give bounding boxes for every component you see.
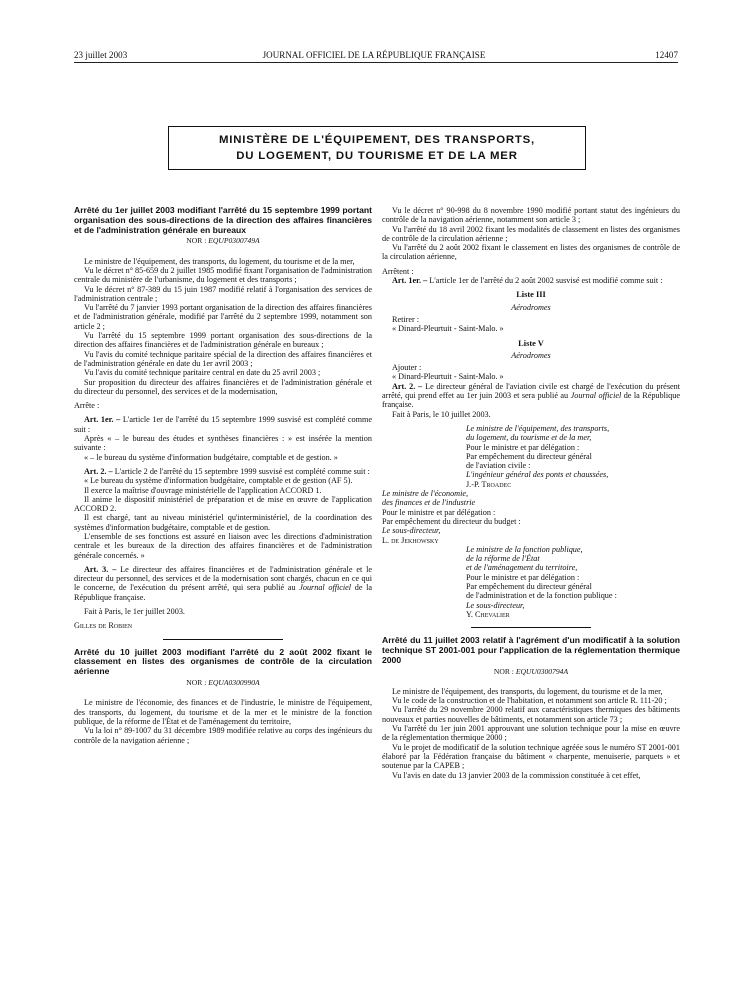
signature-block-1: Le ministre de l'équipement, des transports, du logement, du tourisme et de la mer, Pour le ministre et par délégation : Par empêchement du directeur général de l'aviation civile : L'ingénieur général des ponts et chaussées, J.-P. Troadec: [466, 423, 610, 489]
paragraph: Vu le décret n° 90-998 du 8 novembre 1990 modifié portant statut des ingénieurs du contrôle de la navigation aérienne, notamment son article 3 ;: [382, 206, 680, 225]
paragraph: Vu l'arrêté du 7 janvier 1993 portant organisation de la direction des affaires financières et de l'administration générale, modifié par l'arrêté du 2 septembre 1999, notamment son article 2 ;: [74, 303, 372, 331]
retirer-label: Retirer :: [392, 314, 420, 324]
paragraph: Vu le code de la construction et de l'habitation, et notamment son article R. 111-20 ;: [392, 696, 667, 706]
paragraph: Vu l'avis du comité technique paritaire spécial de la direction des affaires financières et de l'administration générale en date du 1er avril 2003 ;: [74, 349, 372, 368]
aerodrome-entry: « Dinard-Pleurtuit - Saint-Malo. »: [392, 324, 504, 334]
section-divider: [471, 627, 591, 628]
paragraph: Vu l'avis du comité technique paritaire central en date du 25 avril 2003 ;: [84, 368, 321, 378]
header-page-number: 12407: [655, 50, 678, 60]
section-divider: [163, 639, 283, 640]
paragraph: Le ministre de l'équipement, des transports, du logement, du tourisme et de la mer,: [392, 686, 663, 696]
article-1: Art. 1er. – L'article 1er de l'arrêté du 2 août 2002 susvisé est modifié comme suit :: [392, 276, 663, 286]
signature-block-2: Le ministre de l'économie, des finances et de l'industrie Pour le ministre et par délégation : Par empêchement du directeur du budget : Le sous-directeur, L. de Jekhowsky: [382, 489, 521, 545]
paragraph: Vu le décret n° 85-659 du 2 juillet 1985 modifié fixant l'organisation de l'administration centrale du ministère de l'urbanisme, du logement et des transports ;: [74, 265, 372, 285]
aerodromes-heading: Aérodromes: [511, 302, 551, 312]
paragraph: Vu l'arrêté du 18 avril 2002 fixant les modalités de classement en listes des organismes de contrôle de la circulation aérienne ;: [382, 224, 680, 243]
paragraph: Le ministre de l'économie, des finances et de l'industrie, le ministre de l'équipement, des transports, du logement, du tourisme et de la mer et le ministre de la fonction publique, de la réforme de l'État et de l'aménagement du territoire,: [74, 698, 372, 726]
paragraph: Vu l'arrêté du 15 septembre 1999 portant organisation des sous-directions de la direction des affaires financières et de l'administration générale en bureaux ;: [74, 331, 372, 350]
ajouter-label: Ajouter :: [392, 363, 422, 373]
article-2: Art. 2. – Le directeur général de l'aviation civile est chargé de l'exécution du présent arrêté, qui prend effet au 1er juin 2003 et sera publié au Journal officiel de la République française.: [382, 381, 681, 410]
aerodromes-heading: Aérodromes: [511, 350, 551, 360]
paragraph: « – le bureau du système d'information budgétaire, comptable et de gestion. »: [84, 452, 338, 462]
paragraph: Vu le décret n° 87-389 du 15 juin 1987 modifié relatif à l'organisation des services de l'administration centrale ;: [74, 284, 372, 303]
article-3: Art. 3. – Le directeur des affaires financières et de l'administration générale et le directeur du personnel, des services et de la modernisation sont chargés, chacun en ce qui le concerne, de l'exécution du présent arrêté, qui sera publié au Journal officiel de la République française.: [74, 564, 373, 602]
ministry-line-2: DU LOGEMENT, DU TOURISME ET DE LA MER: [236, 150, 518, 162]
arrete-1-title: Arrêté du 1er juillet 2003 modifiant l'arrêté du 15 septembre 1999 portant organisation des sous-directions de la direction des affaires financières et de l'administration générale en bureaux: [74, 205, 372, 235]
fait-a-paris: Fait à Paris, le 10 juillet 2003.: [392, 409, 491, 419]
header-journal-title: JOURNAL OFFICIEL DE LA RÉPUBLIQUE FRANÇAISE: [262, 50, 486, 60]
ministry-box: [168, 126, 586, 170]
ministry-line-1: MINISTÈRE DE L'ÉQUIPEMENT, DES TRANSPORTS,: [218, 134, 536, 146]
article-2: Art. 2. – L'article 2 de l'arrêté du 15 septembre 1999 susvisé est complété comme suit :: [84, 466, 370, 476]
paragraph: « Le bureau du système d'information budgétaire, comptable et de gestion (AF 5).: [84, 476, 353, 486]
paragraph: L'ensemble de ses fonctions est assuré en liaison avec les directions d'administration centrale et les bureaux de la direction des affaires financières et de l'administration générale concernés. »: [74, 532, 372, 560]
paragraph: Vu l'arrêté du 1er juin 2001 approuvant une solution technique pour la mise en œuvre de la réglementation thermique 2000 ;: [382, 724, 680, 743]
paragraph: Vu l'arrêté du 29 novembre 2000 relatif aux caractéristiques thermiques des bâtiments nouveaux et parties nouvelles de bâtiments, et notamment son article 73 ;: [382, 705, 680, 724]
paragraph: Sur proposition du directeur des affaires financières et de l'administration générale et du directeur du personnel, des services et de la modernisation,: [74, 377, 372, 396]
signatory-name: Gilles de Robien: [74, 621, 133, 631]
left-column: [74, 206, 372, 745]
header-date: 23 juillet 2003: [74, 50, 128, 60]
paragraph: Vu le projet de modificatif de la solution technique agréée sous le numéro ST 2001-001 élaboré par la Fédération française du bâtiment « charpente, menuiserie, parquets » et soutenue par la CAPEB ;: [382, 742, 680, 771]
paragraph: Vu l'arrêté du 2 août 2002 fixant le classement en listes des organismes de contrôle de la circulation aérienne,: [382, 243, 680, 262]
arrete-1-nor: NOR : EQUP0300749A: [186, 236, 260, 246]
arrete-3-title: Arrêté du 11 juillet 2003 relatif à l'agrément d'un modificatif à la solution technique ST 2001-001 pour l'application de la réglementation thermique 2000: [382, 635, 680, 665]
paragraph: Vu la loi n° 89-1007 du 31 décembre 1989 modifiée relative au corps des ingénieurs du contrôle de la navigation aérienne ;: [74, 726, 372, 745]
arrete-2-nor: NOR : EQUA0300990A: [186, 678, 260, 688]
liste-iii-heading: Liste III: [516, 290, 546, 300]
article-1: Art. 1er. – L'article 1er de l'arrêté du 15 septembre 1999 susvisé est complété comme suit :: [74, 415, 373, 434]
arrete-keyword: Arrête :: [74, 401, 100, 411]
fait-a-paris: Fait à Paris, le 1er juillet 2003.: [84, 607, 185, 617]
paragraph: Il est chargé, tant au niveau ministériel qu'interministériel, de la coordination des systèmes d'information budgétaire, comptable et de gestion.: [74, 513, 372, 532]
aerodrome-entry: « Dinard-Pleurtuit - Saint-Malo. »: [392, 372, 504, 382]
paragraph: Après « – le bureau des études et synthèses financières : » est insérée la mention suivante :: [74, 434, 372, 453]
arrete-2-title: Arrêté du 10 juillet 2003 modifiant l'arrêté du 2 août 2002 fixant le classement en listes des organismes de contrôle de la circulation aérienne: [74, 646, 372, 677]
arrete-3-nor: NOR : EQUU0300794A: [493, 666, 569, 676]
paragraph: Il anime le dispositif ministériel de préparation et de mise en œuvre de l'application ACCORD 2.: [74, 494, 372, 514]
right-column: [382, 206, 680, 780]
paragraph: Vu l'avis en date du 13 janvier 2003 de la commission constituée à cet effet,: [392, 770, 641, 780]
header-rule: [74, 62, 678, 63]
paragraph: Le ministre de l'équipement, des transports, du logement, du tourisme et de la mer,: [84, 256, 355, 266]
paragraph: Il exerce la maîtrise d'ouvrage ministérielle de l'application ACCORD 1.: [84, 485, 322, 495]
signature-block-3: Le ministre de la fonction publique, de la réforme de l'État et de l'aménagement du territoire, Pour le ministre et par délégation : Par empêchement du directeur général de l'administration et de la fonction publique : Le sous-directeur, Y. Chevalier: [466, 544, 617, 619]
liste-v-heading: Liste V: [518, 338, 544, 348]
arretent-keyword: Arrêtent :: [382, 266, 414, 276]
